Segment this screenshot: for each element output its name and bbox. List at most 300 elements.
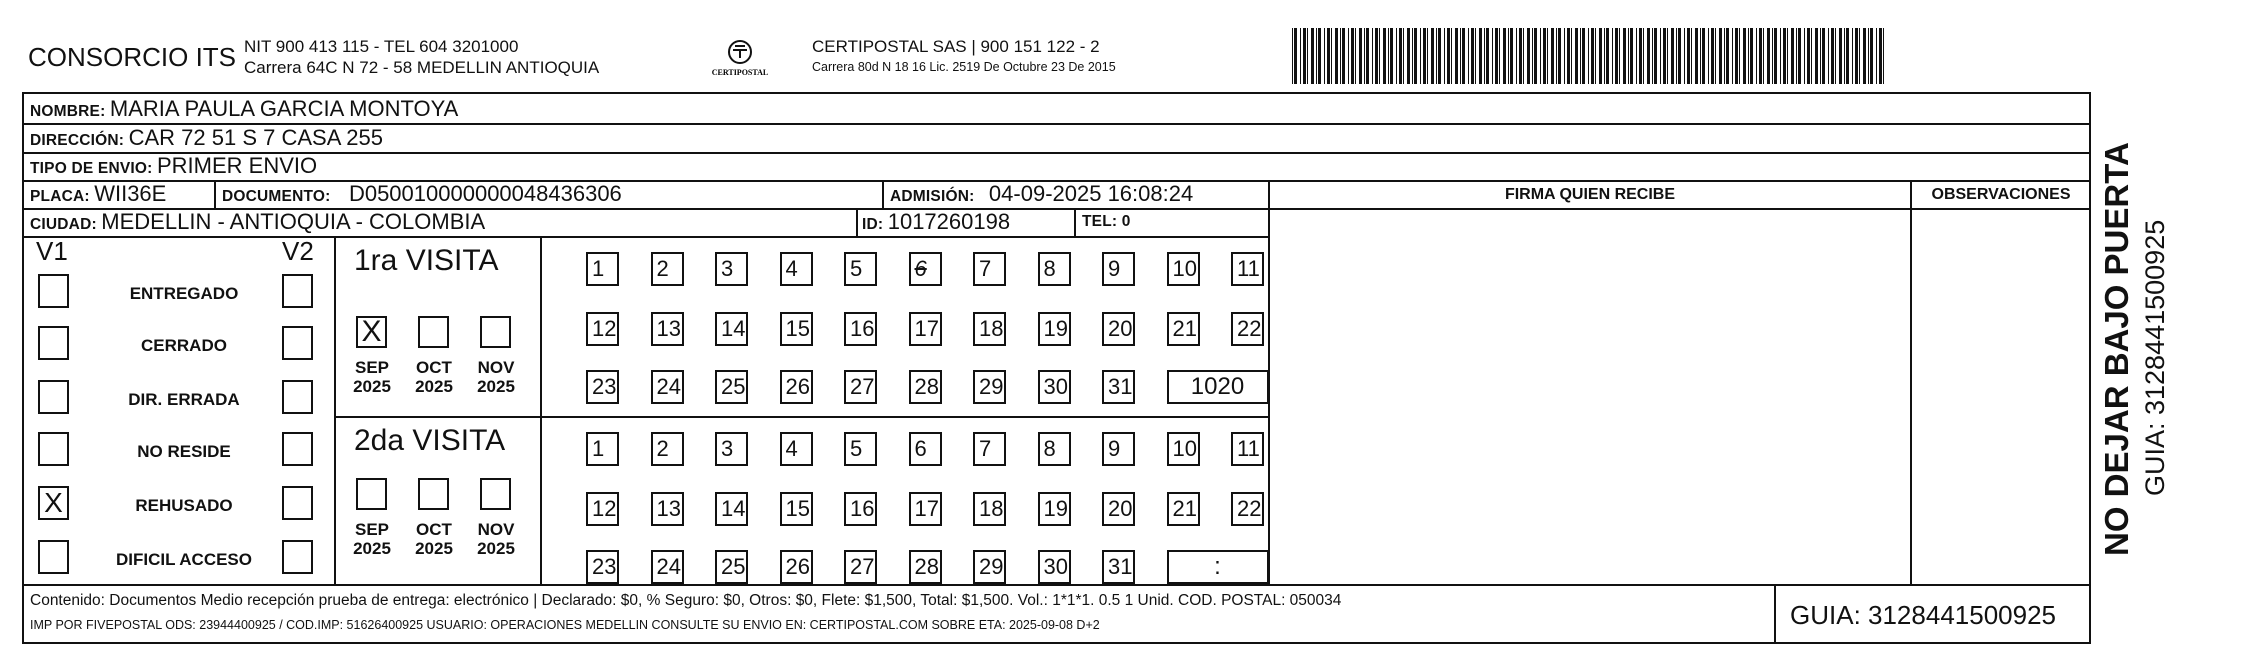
barcode-bar [1750, 28, 1753, 84]
barcode-bar [1534, 28, 1537, 84]
barcode-bar [1700, 28, 1701, 84]
side-warning: NO DEJAR BAJO PUERTA [2098, 142, 2135, 556]
tel-field [1082, 208, 1131, 236]
visit1-day-16[interactable]: 16 [844, 312, 877, 346]
barcode-bar [1455, 28, 1458, 84]
barcode-bar [1462, 28, 1465, 84]
barcode-bar [1604, 28, 1605, 84]
barcode-bar [1420, 28, 1421, 84]
barcode-bar [1739, 28, 1740, 84]
barcode-bar [1427, 28, 1428, 84]
barcode-bar [1383, 28, 1386, 84]
visit2-day-1[interactable]: 1 [586, 432, 619, 466]
v1-checkbox-dir-errada[interactable] [38, 380, 69, 414]
barcode-bar [1647, 28, 1650, 84]
visit2-day-5[interactable]: 5 [844, 432, 877, 466]
barcode-bar [1519, 28, 1522, 84]
admision-field [890, 180, 1193, 211]
barcode-bar [1388, 28, 1389, 84]
barcode-bar [1460, 28, 1461, 84]
barcode-bar [1575, 28, 1578, 84]
visit2-month-checkbox-nov[interactable] [480, 478, 511, 510]
barcode-bar [1639, 28, 1642, 84]
barcode-bar [1815, 28, 1818, 84]
barcode-bar [1540, 28, 1541, 84]
barcode-bar [1846, 28, 1849, 84]
company-address: Carrera 64C N 72 - 58 MEDELLIN ANTIOQUIA [244, 58, 600, 77]
visit1-title: 1ra VISITA [354, 244, 499, 277]
barcode-bar [1324, 28, 1325, 84]
visit1-day-5[interactable]: 5 [844, 252, 877, 286]
barcode-bar [1340, 28, 1341, 84]
barcode-bar [1630, 28, 1633, 84]
barcode-bar [1591, 28, 1594, 84]
barcode-bar [1294, 28, 1297, 84]
barcode-bar [1495, 28, 1498, 84]
visit2-day-15[interactable]: 15 [780, 492, 813, 526]
firma-header: FIRMA QUIEN RECIBE [1504, 186, 1676, 203]
barcode-bar [1798, 28, 1801, 84]
placa-label: PLACA: [30, 188, 90, 205]
visit2-month-name: OCT [416, 520, 452, 539]
v2-checkbox-rehusado[interactable] [282, 486, 313, 520]
barcode-bar [1767, 28, 1770, 84]
visit2-month-label-oct [410, 520, 458, 558]
visit1-month-year: 2025 [415, 377, 453, 396]
visit1-day-18[interactable]: 18 [973, 312, 1006, 346]
v2-checkbox-dir-errada[interactable] [282, 380, 313, 414]
visit2-month-year: 2025 [353, 539, 391, 558]
barcode-bar [1436, 28, 1437, 84]
barcode-bar [1687, 28, 1690, 84]
barcode-bar [1831, 28, 1834, 84]
status-label-dir-errada: DIR. ERRADA [128, 390, 240, 409]
id-field [862, 208, 1010, 239]
visit1-day-20[interactable]: 20 [1102, 312, 1135, 346]
barcode-bar [1311, 28, 1314, 84]
barcode-bar [1636, 28, 1637, 84]
visit1-day-26[interactable]: 26 [780, 370, 813, 404]
barcode-bar [1510, 28, 1513, 84]
barcode-bar [1615, 28, 1618, 84]
visit1-month-checkbox-oct[interactable] [418, 316, 449, 348]
visit1-month-label-sep [348, 358, 396, 396]
barcode-bar [1732, 28, 1733, 84]
direccion-label: DIRECCIÓN: [30, 132, 125, 149]
visit2-day-11[interactable]: 11 [1231, 432, 1264, 466]
barcode-bar [1331, 28, 1332, 84]
barcode-bar [1735, 28, 1738, 84]
barcode-bar [1407, 28, 1410, 84]
barcode-bar [1364, 28, 1365, 84]
visit1-month-checkbox-sep[interactable]: X [356, 316, 387, 348]
barcode-bar [1532, 28, 1533, 84]
barcode-bar [1366, 28, 1369, 84]
visit2-day-7[interactable]: 7 [973, 432, 1006, 466]
barcode-bar [1652, 28, 1653, 84]
barcode-bar [1414, 28, 1417, 84]
visit1-day-23[interactable]: 23 [586, 370, 619, 404]
barcode-bar [1523, 28, 1524, 84]
barcode-bar [1787, 28, 1788, 84]
certipostal-logo [708, 38, 772, 80]
tipo-row [30, 152, 317, 183]
barcode-bar [1303, 28, 1306, 84]
barcode-bar [1567, 28, 1570, 84]
barcode-bar [1876, 28, 1877, 84]
visit2-day-31[interactable]: 31 [1102, 550, 1135, 584]
direccion-row [30, 124, 383, 155]
visit1-day-12[interactable]: 12 [586, 312, 619, 346]
visit1-month-checkbox-nov[interactable] [480, 316, 511, 348]
certipostal-info [812, 36, 1116, 78]
barcode-bar [1691, 28, 1692, 84]
barcode-bar [1558, 28, 1561, 84]
company-nit: NIT 900 413 115 - TEL 604 3201000 [244, 37, 519, 56]
barcode-bar [1804, 28, 1805, 84]
visit2-day-22[interactable]: 22 [1231, 492, 1264, 526]
v1-checkbox-cerrado[interactable] [38, 326, 69, 360]
barcode-bar [1667, 28, 1668, 84]
barcode-bar [1543, 28, 1546, 84]
barcode-bar [1375, 28, 1378, 84]
barcode-bar [1556, 28, 1557, 84]
visit2-title: 2da VISITA [354, 424, 506, 457]
barcode-bar [1807, 28, 1810, 84]
barcode-bar [1820, 28, 1821, 84]
visit2-month-label-nov [472, 520, 520, 558]
visit2-day-13[interactable]: 13 [651, 492, 684, 526]
side-guia: GUIA: 3128441500925 [2140, 219, 2170, 496]
v2-checkbox-no-reside[interactable] [282, 432, 313, 466]
visit1-day-24[interactable]: 24 [651, 370, 684, 404]
barcode-bar [1444, 28, 1445, 84]
barcode-bar [1839, 28, 1842, 84]
visit2-month-checkbox-sep[interactable] [356, 478, 387, 510]
barcode-bar [1859, 28, 1860, 84]
visit2-day-2[interactable]: 2 [651, 432, 684, 466]
visit1-month-year: 2025 [477, 377, 515, 396]
visit1-day-7[interactable]: 7 [973, 252, 1006, 286]
visit1-time-box[interactable]: 1020 [1167, 370, 1269, 404]
visit1-day-13[interactable]: 13 [651, 312, 684, 346]
barcode-bar [1763, 28, 1764, 84]
barcode-bar [1379, 28, 1380, 84]
barcode-bar [1879, 28, 1882, 84]
status-label-entregado: ENTREGADO [129, 284, 239, 303]
barcode-bar [1292, 28, 1293, 84]
barcode-bar [1348, 28, 1349, 84]
visit2-day-27[interactable]: 27 [844, 550, 877, 584]
barcode-bar [1660, 28, 1661, 84]
visit2-day-21[interactable]: 21 [1167, 492, 1200, 526]
barcode-bar [1678, 28, 1681, 84]
barcode-bar [1719, 28, 1722, 84]
visit1-day-3[interactable]: 3 [715, 252, 748, 286]
barcode-bar [1780, 28, 1781, 84]
barcode-bar [1756, 28, 1757, 84]
barcode-bar [1471, 28, 1474, 84]
barcode-bar [1774, 28, 1777, 84]
direccion-value: CAR 72 51 S 7 CASA 255 [128, 125, 383, 150]
v1-header: V1 [36, 236, 68, 266]
visit2-day-19[interactable]: 19 [1038, 492, 1071, 526]
barcode-bar [1748, 28, 1749, 84]
barcode [1290, 28, 1890, 84]
visit2-day-29[interactable]: 29 [973, 550, 1006, 584]
v2-header: V2 [282, 236, 314, 266]
barcode-bar [1684, 28, 1685, 84]
visit1-day-4[interactable]: 4 [780, 252, 813, 286]
barcode-bar [1883, 28, 1884, 84]
barcode-bar [1451, 28, 1452, 84]
nombre-row [30, 95, 458, 126]
visit2-day-17[interactable]: 17 [909, 492, 942, 526]
visit1-day-8[interactable]: 8 [1038, 252, 1071, 286]
barcode-bar [1595, 28, 1596, 84]
visit2-month-checkbox-oct[interactable] [418, 478, 449, 510]
ciudad-field [30, 208, 485, 239]
barcode-bar [1527, 28, 1530, 84]
visit2-day-25[interactable]: 25 [715, 550, 748, 584]
barcode-bar [1643, 28, 1644, 84]
barcode-bar [1796, 28, 1797, 84]
barcode-bar [1715, 28, 1716, 84]
barcode-bar [1316, 28, 1317, 84]
barcode-bar [1342, 28, 1345, 84]
barcode-bar [1564, 28, 1565, 84]
visit2-month-name: SEP [354, 520, 390, 539]
visit1-day-10[interactable]: 10 [1167, 252, 1200, 286]
barcode-bar [1300, 28, 1301, 84]
v1-checkbox-rehusado[interactable]: X [38, 486, 69, 520]
barcode-bar [1695, 28, 1698, 84]
ciudad-label: CIUDAD: [30, 216, 97, 233]
barcode-bar [1499, 28, 1500, 84]
visit1-day-17[interactable]: 17 [909, 312, 942, 346]
status-label-no-reside: NO RESIDE [137, 442, 231, 461]
tel-value: 0 [1121, 213, 1131, 230]
barcode-bar [1772, 28, 1773, 84]
visit2-day-18[interactable]: 18 [973, 492, 1006, 526]
visit2-day-3[interactable]: 3 [715, 432, 748, 466]
visit2-day-28[interactable]: 28 [909, 550, 942, 584]
visit2-time-box[interactable]: : [1167, 550, 1269, 584]
visit2-day-6[interactable]: 6 [909, 432, 942, 466]
barcode-bar [1335, 28, 1338, 84]
barcode-bar [1619, 28, 1620, 84]
barcode-bar [1372, 28, 1373, 84]
barcode-bar [1327, 28, 1330, 84]
barcode-bar [1828, 28, 1829, 84]
visit2-month-year: 2025 [415, 539, 453, 558]
barcode-bar [1759, 28, 1762, 84]
visit1-month-name: SEP [354, 358, 390, 377]
barcode-bar [1551, 28, 1554, 84]
observaciones-area[interactable] [1916, 212, 2086, 580]
company-name: CONSORCIO ITS [28, 42, 237, 72]
barcode-bar [1431, 28, 1434, 84]
barcode-bar [1724, 28, 1725, 84]
barcode-bar [1711, 28, 1714, 84]
placa-value: WII36E [94, 181, 167, 206]
barcode-bar [1606, 28, 1609, 84]
guia-number: GUIA: 3128441500925 [1790, 600, 2056, 630]
visit2-day-16[interactable]: 16 [844, 492, 877, 526]
v2-checkbox-cerrado[interactable] [282, 326, 313, 360]
visit2-day-9[interactable]: 9 [1102, 432, 1135, 466]
visit2-day-23[interactable]: 23 [586, 550, 619, 584]
visit2-day-4[interactable]: 4 [780, 432, 813, 466]
barcode-bar [1623, 28, 1626, 84]
tipo-value: PRIMER ENVIO [156, 153, 318, 178]
visit1-day-31[interactable]: 31 [1102, 370, 1135, 404]
delivery-form [22, 92, 2091, 644]
visit1-day-14[interactable]: 14 [715, 312, 748, 346]
barcode-bar [1396, 28, 1397, 84]
barcode-bar [1547, 28, 1548, 84]
barcode-bar [1571, 28, 1572, 84]
barcode-bar [1359, 28, 1362, 84]
barcode-bar [1844, 28, 1845, 84]
v1-checkbox-dificil-acceso[interactable] [38, 540, 69, 574]
barcode-bar [1492, 28, 1493, 84]
v2-checkbox-entregado[interactable] [282, 274, 313, 308]
barcode-bar [1702, 28, 1705, 84]
certipostal-name: CERTIPOSTAL SAS | 900 151 122 - 2 [812, 37, 1100, 56]
visit1-month-label-nov [472, 358, 520, 396]
barcode-bar [1479, 28, 1482, 84]
visit1-day-22[interactable]: 22 [1231, 312, 1264, 346]
visit1-day-1[interactable]: 1 [586, 252, 619, 286]
nombre-label: NOMBRE: [30, 103, 106, 120]
barcode-bar [1628, 28, 1629, 84]
barcode-bar [1726, 28, 1729, 84]
visit1-day-30[interactable]: 30 [1038, 370, 1071, 404]
tel-label: TEL: [1082, 213, 1118, 230]
footer-print-info: IMP POR FIVEPOSTAL ODS: 23944400925 / COD.IMP: 51626400925 USUARIO: OPERACIONES MEDELLIN CONSULTE SU ENVIO EN: CERTIPOSTAL.COM SOBRE ETA: 2025-09-08 D+2 [30, 618, 1100, 632]
visit1-month-year: 2025 [353, 377, 391, 396]
barcode-bar [1852, 28, 1853, 84]
visit1-day-28[interactable]: 28 [909, 370, 942, 404]
logo-text: CERTIPOSTAL [711, 68, 769, 77]
barcode-bar [1355, 28, 1356, 84]
barcode-bar [1863, 28, 1866, 84]
visit1-month-name: NOV [477, 358, 515, 377]
barcode-bar [1588, 28, 1589, 84]
visit2-day-24[interactable]: 24 [651, 550, 684, 584]
visit2-month-year: 2025 [477, 539, 515, 558]
status-label-rehusado: REHUSADO [135, 496, 233, 515]
barcode-bar [1855, 28, 1858, 84]
tipo-label: TIPO DE ENVIO: [30, 160, 153, 177]
barcode-bar [1399, 28, 1402, 84]
barcode-bar [1307, 28, 1308, 84]
visit1-day-19[interactable]: 19 [1038, 312, 1071, 346]
barcode-bar [1654, 28, 1657, 84]
barcode-bar [1870, 28, 1873, 84]
visit2-day-8[interactable]: 8 [1038, 432, 1071, 466]
visit2-day-10[interactable]: 10 [1167, 432, 1200, 466]
barcode-bar [1468, 28, 1469, 84]
id-label: ID: [862, 216, 884, 233]
barcode-bar [1423, 28, 1426, 84]
visit1-day-29[interactable]: 29 [973, 370, 1006, 404]
visit1-day-2[interactable]: 2 [651, 252, 684, 286]
visit1-day-11[interactable]: 11 [1231, 252, 1264, 286]
visit2-month-name: NOV [477, 520, 515, 539]
admision-label: ADMISIÓN: [890, 188, 975, 205]
barcode-bar [1811, 28, 1812, 84]
visit2-day-12[interactable]: 12 [586, 492, 619, 526]
barcode-bar [1484, 28, 1485, 84]
barcode-bar [1612, 28, 1613, 84]
documento-label: DOCUMENTO: [222, 188, 331, 205]
barcode-bar [1508, 28, 1509, 84]
barcode-bar [1791, 28, 1794, 84]
visit1-day-6[interactable]: 6 [909, 252, 942, 286]
barcode-bar [1503, 28, 1506, 84]
barcode-bar [1438, 28, 1441, 84]
v1-checkbox-no-reside[interactable] [38, 432, 69, 466]
visit1-day-15[interactable]: 15 [780, 312, 813, 346]
id-value: 1017260198 [887, 209, 1011, 234]
footer-content: Contenido: Documentos Medio recepción prueba de entrega: electrónico | Declarado: $0, % Seguro: $0, Otros: $0, Flete: $1,500, Total: $1,500. Vol.: 1*1*1. 0.5 1 Unid. COD. POSTAL: 050034 [30, 592, 1342, 609]
visit1-day-9[interactable]: 9 [1102, 252, 1135, 286]
barcode-bar [1580, 28, 1581, 84]
visit2-day-20[interactable]: 20 [1102, 492, 1135, 526]
visit1-month-name: OCT [416, 358, 452, 377]
barcode-bar [1582, 28, 1585, 84]
barcode-bar [1743, 28, 1746, 84]
observaciones-header: OBSERVACIONES [1931, 186, 2071, 203]
barcode-bar [1390, 28, 1393, 84]
barcode-bar [1486, 28, 1489, 84]
company-info [244, 36, 599, 78]
nombre-value: MARIA PAULA GARCIA MONTOYA [109, 96, 459, 121]
placa-field [30, 180, 166, 211]
visit1-month-label-oct [410, 358, 458, 396]
barcode-bar [1835, 28, 1836, 84]
visit1-day-25[interactable]: 25 [715, 370, 748, 404]
status-label-dificil-acceso: DIFICIL ACCESO [115, 550, 252, 569]
signature-area[interactable] [1274, 212, 1904, 580]
visit1-day-21[interactable]: 21 [1167, 312, 1200, 346]
barcode-bar [1351, 28, 1354, 84]
barcode-bar [1868, 28, 1869, 84]
documento-field [222, 180, 622, 211]
certipostal-address: Carrera 80d N 18 16 Lic. 2519 De Octubre 23 De 2015 [812, 60, 1116, 74]
barcode-bar [1663, 28, 1666, 84]
barcode-bar [1676, 28, 1677, 84]
barcode-bar [1708, 28, 1709, 84]
visit1-day-27[interactable]: 27 [844, 370, 877, 404]
visit2-month-label-sep [348, 520, 396, 558]
v2-checkbox-dificil-acceso[interactable] [282, 540, 313, 574]
barcode-bar [1783, 28, 1786, 84]
status-label-cerrado: CERRADO [141, 336, 227, 355]
visit2-day-30[interactable]: 30 [1038, 550, 1071, 584]
admision-value: 04-09-2025 16:08:24 [988, 181, 1194, 206]
barcode-bar [1447, 28, 1450, 84]
ciudad-value: MEDELLIN - ANTIOQUIA - COLOMBIA [101, 209, 486, 234]
barcode-bar [1475, 28, 1476, 84]
barcode-bar [1516, 28, 1517, 84]
barcode-bar [1403, 28, 1404, 84]
v1-checkbox-entregado[interactable] [38, 274, 69, 308]
visit2-day-14[interactable]: 14 [715, 492, 748, 526]
visit2-day-26[interactable]: 26 [780, 550, 813, 584]
